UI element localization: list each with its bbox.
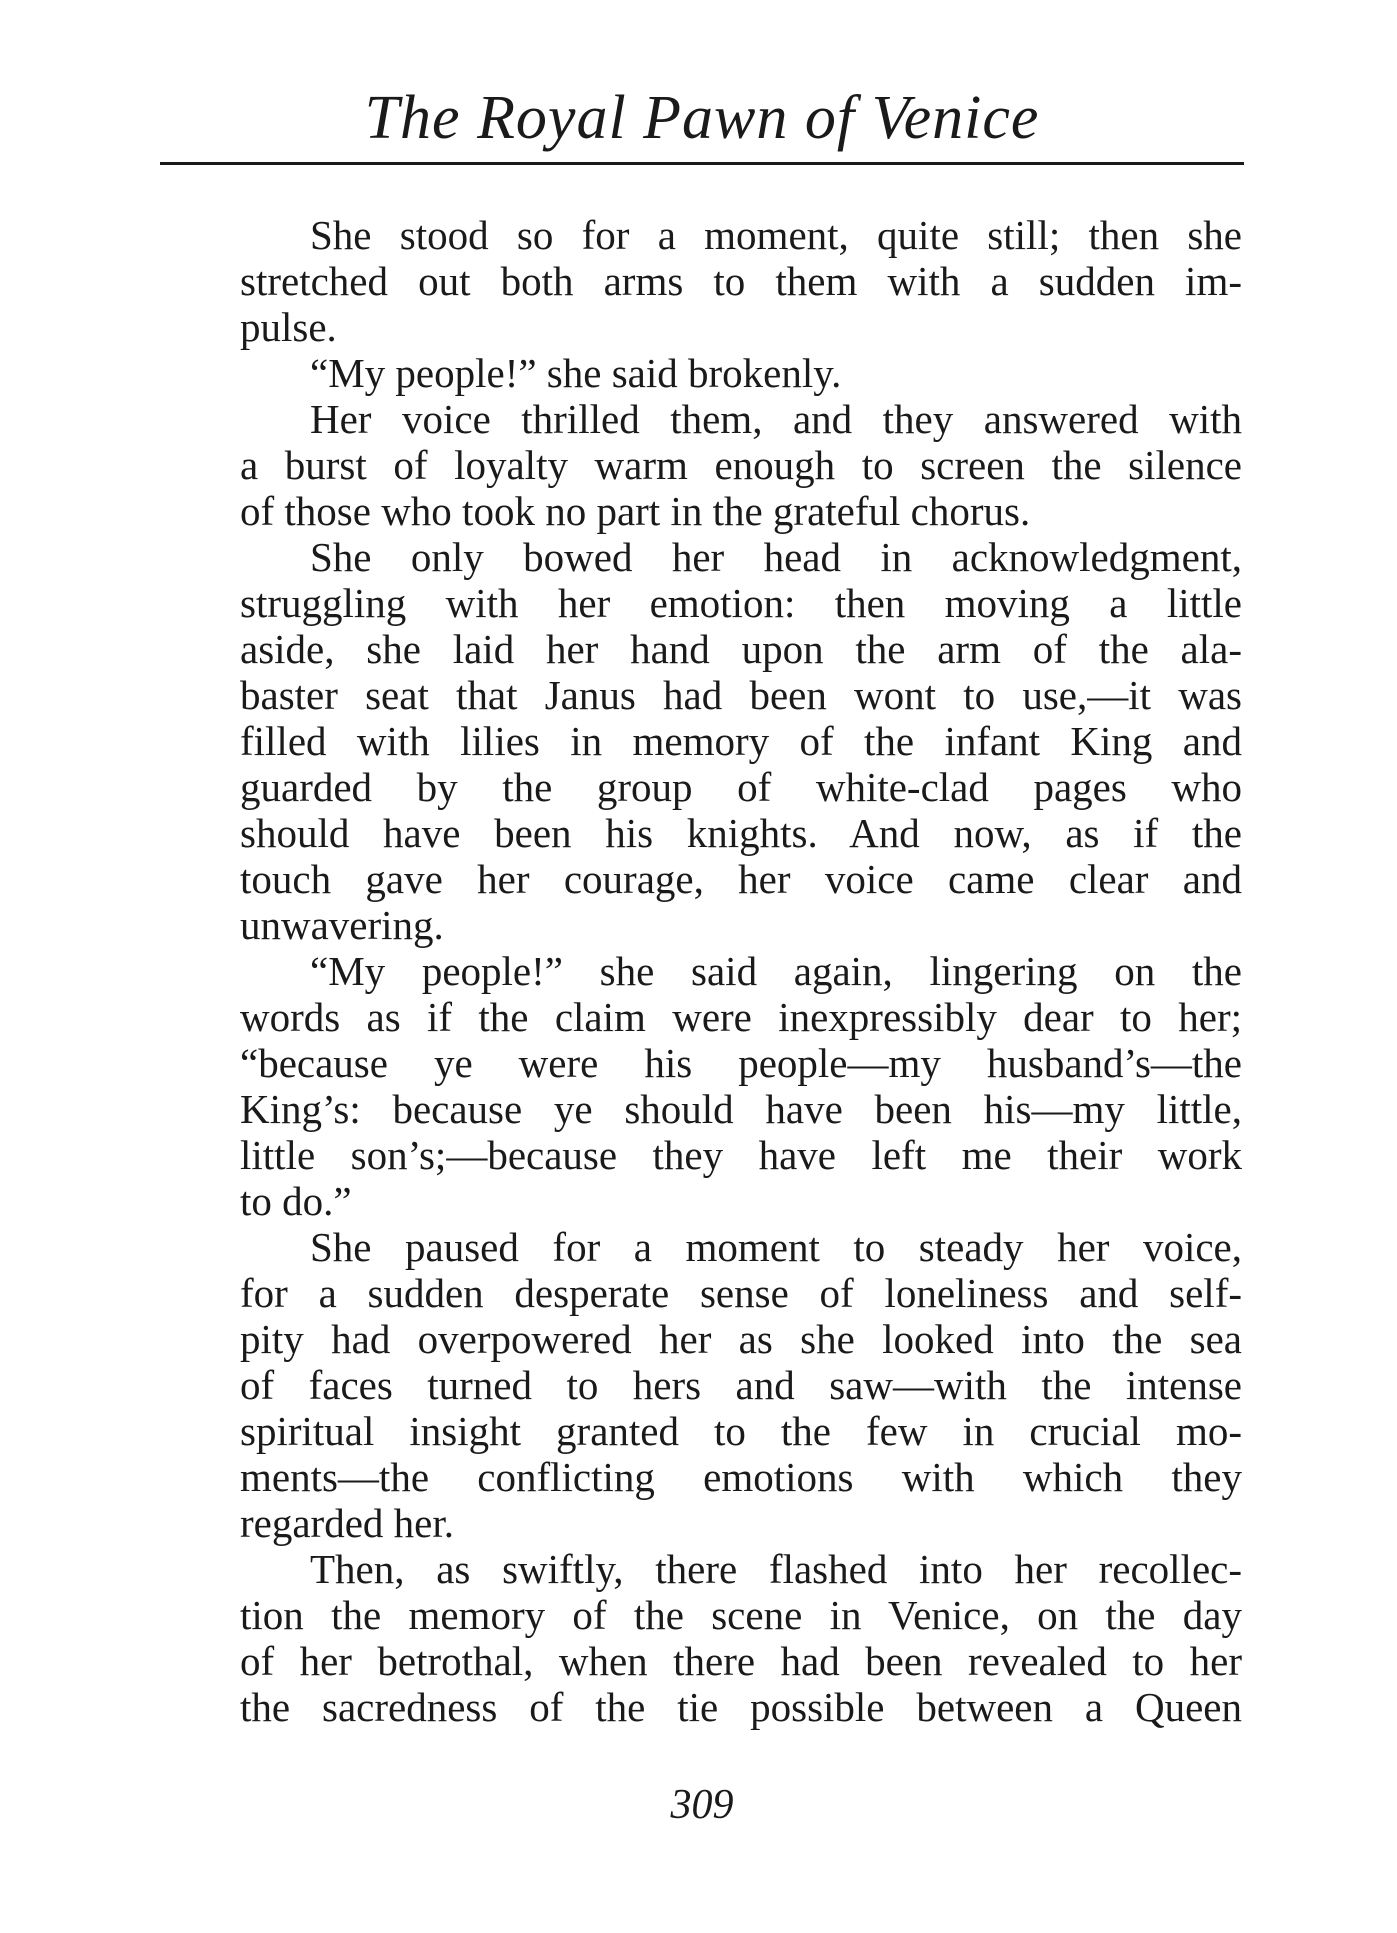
text-line: Then, as swiftly, there flashed into her recollec- (310, 1546, 1242, 1592)
text-line: She only bowed her head in acknowledgment, (310, 534, 1242, 580)
text-line: aside, she laid her hand upon the arm of the ala- (240, 626, 1242, 672)
text-line: struggling with her emotion: then moving a little (240, 580, 1242, 626)
text-line: Her voice thrilled them, and they answered with (310, 396, 1242, 442)
text-line: for a sudden desperate sense of loneliness and self- (240, 1270, 1242, 1316)
text-line: baster seat that Janus had been wont to use,—it was (240, 672, 1242, 718)
text-line: ments—the conflicting emotions with which they (240, 1454, 1242, 1500)
text-line: touch gave her courage, her voice came clear and (240, 856, 1242, 902)
text-line: should have been his knights. And now, as if the (240, 810, 1242, 856)
text-line: regarded her. (240, 1500, 454, 1546)
text-line: of her betrothal, when there had been revealed to her (240, 1638, 1242, 1684)
running-title: The Royal Pawn of Venice (364, 84, 1040, 152)
text-line: spiritual insight granted to the few in crucial mo- (240, 1408, 1242, 1454)
text-line: King’s: because ye should have been his—my little, (240, 1086, 1242, 1132)
text-line: to do.” (240, 1178, 352, 1224)
page-number: 309 (670, 1782, 734, 1828)
text-line: unwavering. (240, 902, 444, 948)
text-line: “because ye were his people—my husband’s—the (240, 1040, 1242, 1086)
text-line: tion the memory of the scene in Venice, on the day (240, 1592, 1242, 1638)
text-line: a burst of loyalty warm enough to screen the silence (240, 442, 1242, 488)
body-text (240, 212, 1242, 1730)
text-line: pity had overpowered her as she looked into the sea (240, 1316, 1242, 1362)
text-line: She stood so for a moment, quite still; then she (310, 212, 1242, 258)
text-line: “My people!” she said again, lingering on the (310, 948, 1242, 994)
text-line: guarded by the group of white-clad pages who (240, 764, 1242, 810)
header-rule (160, 162, 1244, 165)
text-line: “My people!” she said brokenly. (310, 350, 842, 396)
text-line: the sacredness of the tie possible between a Queen (240, 1684, 1242, 1730)
text-line: little son’s;—because they have left me their work (240, 1132, 1242, 1178)
text-line: filled with lilies in memory of the infant King and (240, 718, 1242, 764)
text-line: words as if the claim were inexpressibly dear to her; (240, 994, 1242, 1040)
text-line: of those who took no part in the grateful chorus. (240, 488, 1031, 534)
text-line: pulse. (240, 304, 337, 350)
text-line: of faces turned to hers and saw—with the intense (240, 1362, 1242, 1408)
text-line: She paused for a moment to steady her voice, (310, 1224, 1242, 1270)
text-line: stretched out both arms to them with a sudden im- (240, 258, 1242, 304)
